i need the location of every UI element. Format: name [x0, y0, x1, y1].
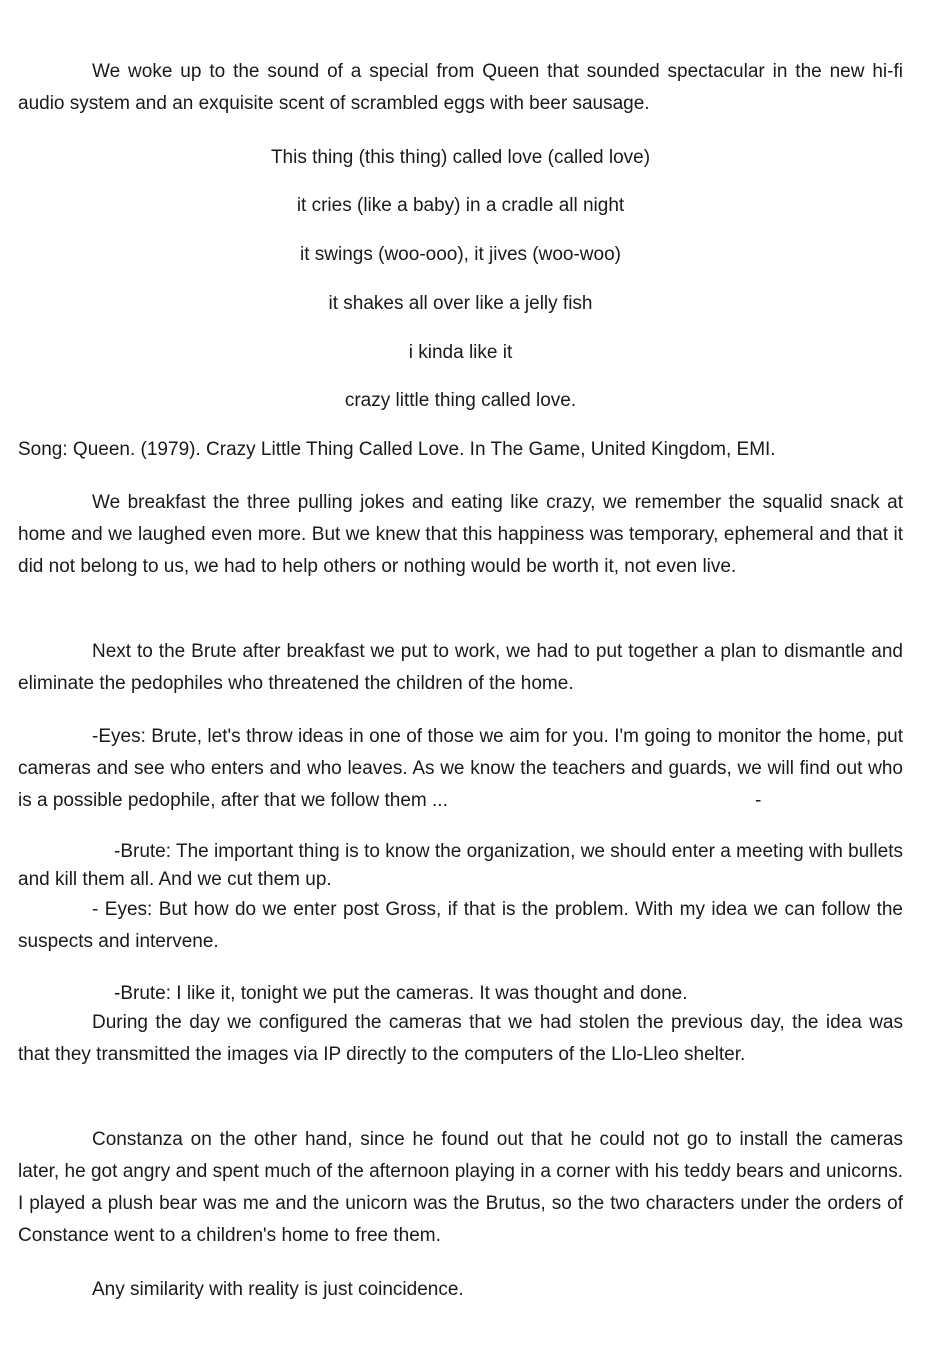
paragraph-wake-up: We woke up to the sound of a special from Queen that sounded spectacular in the new hi-fi audio system and an exquisite scent of scrambled eggs with beer sausage. [18, 61, 903, 114]
lyric-line-6: crazy little thing called love. [344, 390, 577, 411]
paragraph-cameras: During the day we configured the cameras that we had stolen the previous day, the idea was that they transmitted the images via IP directly to the computers of the Llo-Lleo shelter. [18, 1012, 903, 1065]
lyric-line-1: This thing (this thing) called love (called love) [270, 147, 651, 168]
dialogue-eyes-1-text: -Eyes: Brute, let's throw ideas in one of those we aim for you. I'm going to monitor the home, put cameras and see who enters and who leaves. As we know the teachers and guards, we will find out who is a possible pedophile, after that we follow them ... [18, 726, 903, 811]
paragraph-plan: Next to the Brute after breakfast we put to work, we had to put together a plan to dismantle and eliminate the pedophiles who threatened the children of the home. [18, 641, 903, 694]
dialogue-brute-1: -Brute: The important thing is to know the organization, we should enter a meeting with bullets and kill them all. And we cut them up. [18, 841, 903, 890]
paragraph-coincidence: Any similarity with reality is just coincidence. [92, 1279, 464, 1300]
dialogue-eyes-1 [18, 721, 903, 817]
paragraph-breakfast: We breakfast the three pulling jokes and eating like crazy, we remember the squalid snack at home and we laughed even more. But we knew that this happiness was temporary, ephemeral and that it did not belong to us, we had to help others or nothing would be worth it, not even live. [18, 492, 903, 577]
lyric-line-3: it swings (woo-ooo), it jives (woo-woo) [300, 244, 621, 265]
dialogue-eyes-2: - Eyes: But how do we enter post Gross, if that is the problem. With my idea we can follow the suspects and intervene. [18, 899, 903, 952]
lyric-line-2: it cries (like a baby) in a cradle all night [296, 195, 625, 216]
dialogue-trailing-dash: - [755, 790, 762, 811]
paragraph-constanza: Constanza on the other hand, since he found out that he could not go to install the cameras later, he got angry and spent much of the afternoon playing in a corner with his teddy bears and unicorns. I played a plush bear was me and the unicorn was the Brutus, so the two characters under the orders of Constance went to a children's home to free them. [18, 1129, 903, 1246]
lyric-line-5: i kinda like it [408, 342, 513, 363]
dialogue-brute-2: -Brute: I like it, tonight we put the cameras. It was thought and done. [114, 983, 688, 1004]
song-credit: Song: Queen. (1979). Crazy Little Thing Called Love. In The Game, United Kingdom, EMI. [18, 439, 776, 460]
lyric-line-4: it shakes all over like a jelly fish [328, 293, 593, 314]
